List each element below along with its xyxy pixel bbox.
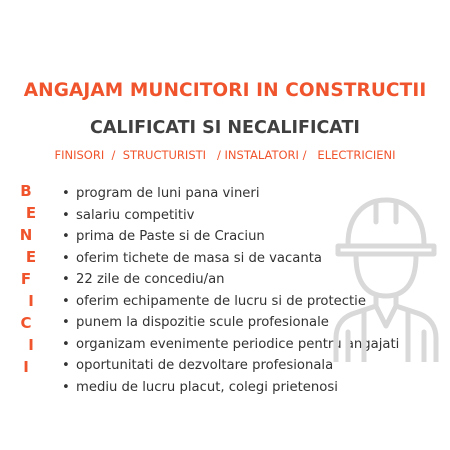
side-letter: C: [20, 314, 32, 332]
side-letter: F: [20, 270, 32, 288]
headline: ANGAJAM MUNCITORI IN CONSTRUCTII: [23, 80, 427, 101]
benefit-item: • prima de Paste si de Craciun: [62, 226, 399, 248]
benefit-item: • oferim echipamente de lucru si de protectie: [62, 291, 399, 313]
side-letter: I: [28, 292, 34, 310]
benefit-item: • program de luni pana vineri: [62, 183, 399, 205]
side-letter: I: [23, 358, 29, 376]
side-letter: I: [28, 336, 34, 354]
benefit-item: • salariu competitiv: [62, 205, 399, 227]
subheadline: CALIFICATI SI NECALIFICATI: [90, 118, 360, 138]
benefit-item: • punem la dispozitie scule profesionale: [62, 312, 399, 334]
side-letter: B: [20, 182, 32, 200]
benefit-item: • organizam evenimente periodice pentru angajati: [62, 334, 399, 356]
benefit-item: • 22 zile de concediu/an: [62, 269, 399, 291]
benefit-item: • oportunitati de dezvoltare profesionala: [62, 355, 399, 377]
trades-line: FINISORI / STRUCTURISTI / INSTALATORI / ELECTRICIENI: [54, 148, 396, 162]
side-letter: E: [25, 248, 37, 266]
benefits-vertical-word: [16, 180, 36, 378]
side-letter: N: [19, 226, 33, 244]
side-letter: E: [25, 204, 37, 222]
benefit-item: • mediu de lucru placut, colegi prietenosi: [62, 377, 399, 399]
construction-worker-icon: [320, 192, 450, 362]
benefit-item: • oferim tichete de masa si de vacanta: [62, 248, 399, 270]
